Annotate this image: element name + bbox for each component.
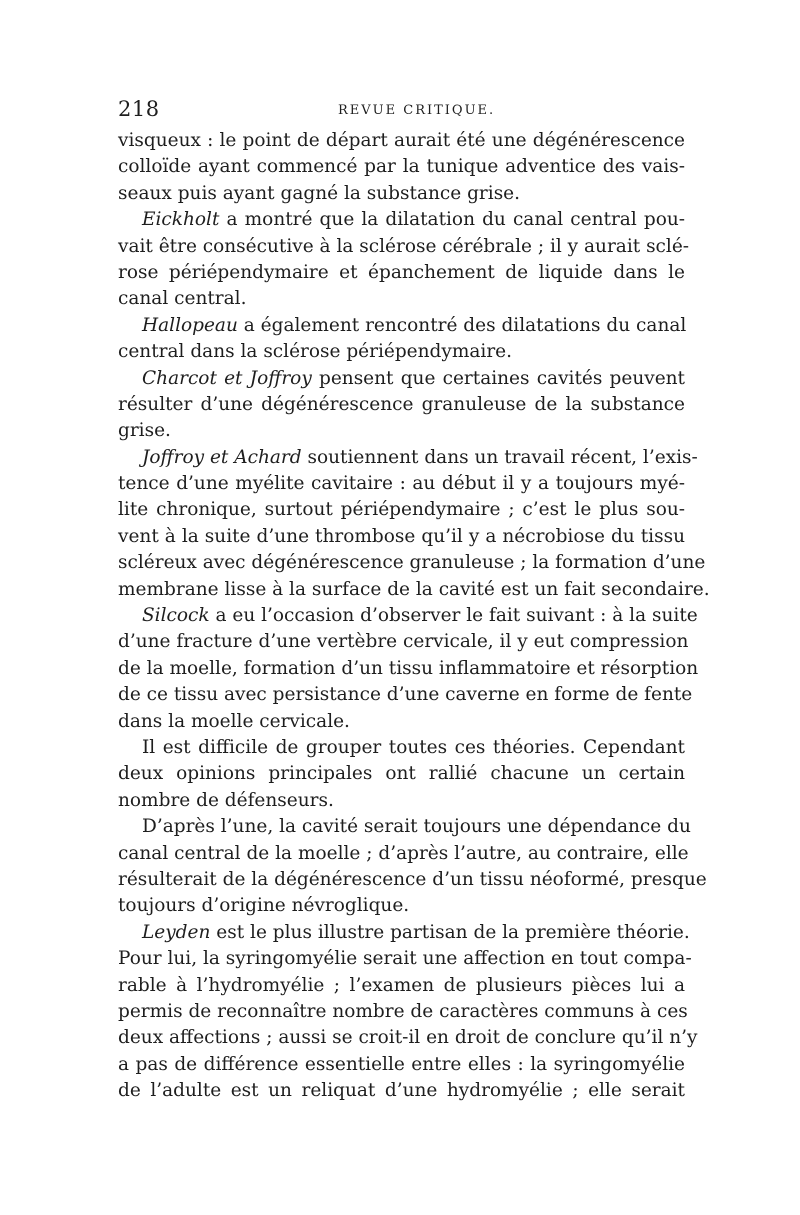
page-body-text [118, 128, 710, 1104]
text-line: Il est difficile de grouper toutes ces théories. Cependant [142, 736, 685, 758]
text-line: permis de reconnaître nombre de caractères communs à ces [118, 1000, 688, 1022]
text-line: scléreux avec dégénérescence granuleuse ; la formation d’une [118, 552, 706, 574]
text-line: colloïde ayant commencé par la tunique adventice des vais- [118, 156, 685, 178]
cited-author: Leyden [142, 921, 211, 943]
text-line: toujours d’origine névroglique. [118, 895, 410, 917]
text-line: vent à la suite d’une thrombose qu’il y a nécrobiose du tissu [118, 525, 685, 547]
text-line: lite chronique, surtout périépendymaire ; c’est le plus sou- [118, 499, 685, 521]
text-line: résulterait de la dégénérescence d’un tissu néoformé, presque [118, 868, 707, 890]
text-line: nombre de défenseurs. [118, 789, 334, 811]
text-line: résulter d’une dégénérescence granuleuse de la substance [118, 393, 685, 415]
text-line: canal central. [118, 288, 247, 310]
text-line: central dans la sclérose périépendymaire. [118, 341, 513, 363]
text-line: Leyden est le plus illustre partisan de la première théorie. [142, 921, 690, 943]
text-line: a pas de différence essentielle entre elles : la syringomyélie [118, 1053, 685, 1075]
cited-author: Joffroy et Achard [142, 446, 302, 468]
text-line: Eickholt a montré que la dilatation du canal central pou- [142, 209, 685, 231]
text-line: Joffroy et Achard soutiennent dans un travail récent, l’exis- [142, 446, 698, 468]
text-line: visqueux : le point de départ aurait été une dégénérescence [118, 130, 685, 151]
text-line: D’après l’une, la cavité serait toujours une dépendance du [142, 816, 691, 838]
text-line: vait être consécutive à la sclérose cérébrale ; il y aurait sclé- [118, 235, 690, 257]
text-line: Hallopeau a également rencontré des dilatations du canal [142, 314, 687, 336]
text-line: de ce tissu avec persistance d’une caverne en forme de fente [118, 684, 693, 706]
text-line: Charcot et Joffroy pensent que certaines cavités peuvent [142, 367, 685, 389]
text-line: deux opinions principales ont rallié chacune un certain [118, 763, 685, 785]
text-line: tence d’une myélite cavitaire : au début il y a toujours myé- [118, 473, 685, 495]
text-line: d’une fracture d’une vertèbre cervicale, il y eut compression [118, 631, 689, 653]
text-line: seaux puis ayant gagné la substance grise. [118, 182, 521, 204]
cited-author: Eickholt [142, 209, 220, 231]
text-line: membrane lisse à la surface de la cavité est un fait secondaire. [118, 578, 710, 600]
text-line: rose périépendymaire et épanchement de liquide dans le [118, 261, 685, 283]
text-line: rable à l’hydromyélie ; l’examen de plusieurs pièces lui a [118, 974, 685, 996]
text-line: deux affections ; aussi se croit-il en droit de conclure qu’il n’y [118, 1027, 698, 1049]
running-title: REVUE CRITIQUE. [338, 103, 496, 118]
text-line: grise. [118, 420, 171, 442]
text-line: de la moelle, formation d’un tissu inflammatoire et résorption [118, 657, 699, 679]
page-header [118, 97, 688, 123]
cited-author: Silcock [142, 605, 210, 627]
cited-author: Charcot et Joffroy [142, 367, 312, 389]
cited-author: Hallopeau [142, 314, 238, 336]
page-number: 218 [118, 97, 160, 121]
text-line: dans la moelle cervicale. [118, 710, 350, 732]
text-line: de l’adulte est un reliquat d’une hydromyélie ; elle serait [118, 1080, 685, 1102]
text-line: Silcock a eu l’occasion d’observer le fait suivant : à la suite [142, 605, 698, 627]
text-line: canal central de la moelle ; d’après l’autre, au contraire, elle [118, 842, 689, 864]
text-line: Pour lui, la syringomyélie serait une affection en tout compa- [118, 948, 692, 970]
